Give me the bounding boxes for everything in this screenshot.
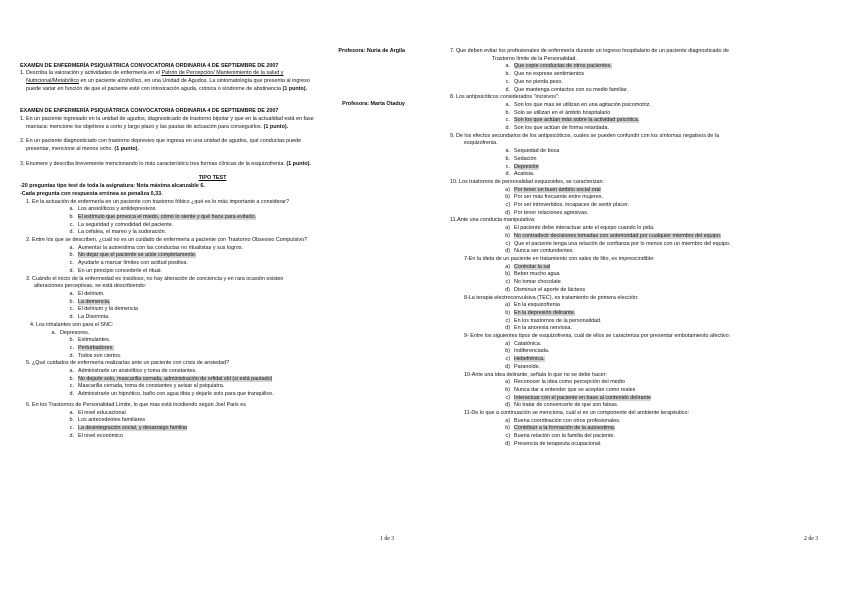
- option-11c: c) Que el paciente tenga una relación de confianza por lo menos con un miembro del equipo.: [505, 240, 731, 247]
- option-11b: b) No contradecir decisiones tomadas con anterioridad por cualquier miembro del equipo.: [505, 232, 722, 239]
- test-question-9b: 9- Entre los siguientes tipos de esquizofrenia, cuál de ellos se caracteriza por presentar embotamiento afectivo:: [464, 333, 731, 340]
- option-10bd: d) No tratar de convencerle de que son falsas.: [505, 402, 619, 409]
- professor-1: Profesora: Nuria de Argila: [338, 48, 405, 54]
- page-number: 1 de 3: [380, 536, 395, 542]
- option-6a: a. El nivel educacional: [69, 409, 126, 416]
- test-rule-1: -20 preguntas tipo test de toda la asignatura: Nota máxima alcanzable 6.: [20, 183, 205, 190]
- test-question-5: 5. ¿Qué cuidados de enfermería realizarías ante un paciente con crisis de ansiedad?: [26, 360, 230, 367]
- option-10bc: c) Interactuar con el paciente en base al contenido delirante: [505, 394, 651, 401]
- option-1c: c. La seguridad y comodidad del paciente.: [69, 221, 174, 228]
- essay-question-1-end: puede variar en función de que el paciente esté con intoxicación aguda, crónica o síndrome de abstinencia (1 punto).: [26, 85, 308, 92]
- option-10b: b) Por ser más frecuente entre mujeres.: [505, 194, 603, 201]
- option-8bd: d) En la anorexia nerviosa.: [505, 325, 572, 332]
- test-question-9: 9. De los efectos secundarios de los antipsicóticos, cuales se pueden confundir con los síntomas negativos de la: [450, 132, 720, 139]
- option-6c: c. La desintegración social, y desarraigo familiar: [69, 424, 188, 431]
- test-question-7-cont: Trastorno límite de la Personalidad.: [492, 55, 577, 62]
- option-8c: c. Son los que actúan más sobre la actividad psicótica.: [505, 117, 640, 124]
- option-9ba: a) Catatónica.: [505, 340, 542, 347]
- option-1d: d. La cefalea, el mareo y la sudoración.: [69, 229, 167, 236]
- option-9b: b. Sedación: [505, 155, 537, 162]
- option-11bd: d) Presencia de terapeuta ocupacional.: [505, 440, 602, 447]
- option-9bb: b) Indiferenciada.: [505, 348, 550, 355]
- option-2d: d. En un principio concederle el ritual.: [69, 267, 162, 274]
- option-6b: b. Los antecedentes familiares: [69, 417, 146, 424]
- test-question-10: 10. Los trastornos de personalidad esquizoides, se caracterizan:: [450, 178, 605, 185]
- option-7bb: b) Beber mucho agua: [505, 271, 560, 278]
- option-7c: c. Que no pierda peso.: [505, 78, 563, 85]
- option-11d: d) Nunca ser contundentes.: [505, 248, 574, 255]
- option-10bb: b) Nunca dar a entender que se aceptan como reales: [505, 386, 636, 393]
- option-3c: c. El delirium y la demencia: [69, 306, 138, 313]
- page-2: [424, 0, 848, 599]
- option-8d: d. Son los que actúan de forma retardada.: [505, 125, 609, 132]
- test-question-6: 6. En los Trastornos de Personalidad Límite, lo que mas está incidiendo según Joel Paris es: [26, 401, 246, 408]
- test-question-10b: 10-Ante una idea delirante, señala lo que no se debe hacer:: [464, 371, 607, 378]
- option-5a: a. Administrarle un ansiolítico y toma de constantes.: [69, 368, 197, 375]
- test-question-1: 1. En la actuación de enfermería en un paciente con trastorno fóbico ¿qué es lo más importante a considerar?: [26, 198, 290, 205]
- option-2a: a. Aumentar la autoestima con las conductas no ritualistas y sus logros.: [69, 244, 244, 251]
- option-5d: d. Administrarle un hipnótico, baño con agua tibia y dejarle solo para que tranquilice.: [69, 391, 274, 398]
- option-1b: b. El estímulo que provoca el miedo, cómo lo siente y qué hace para evitarlo.: [69, 213, 256, 220]
- option-11a: a) El paciente debe interactuar ante el equipo cuando lo pida.: [505, 225, 655, 232]
- option-11bc: c) Buena relación con la familia del paciente.: [505, 433, 615, 440]
- test-question-3: 3. Cuándo el inicio de la enfermedad es insidioso, no hay alteración de conciencia y en rara ocasión existen: [26, 275, 284, 282]
- option-1a: a. Los ansiolíticos y antidepresivos.: [69, 206, 157, 213]
- test-question-11b: 11-De lo que a continuación se menciona, cuál si es un componente del ambiente terapéutico:: [464, 410, 689, 417]
- test-question-9-cont: esquizofrenia.: [464, 140, 498, 147]
- option-8b: b. Solo se utilizan en el ámbito hospitalario: [505, 109, 611, 116]
- option-10c: c) Por ser introvertidos, incapaces de sentir placer.: [505, 202, 630, 209]
- option-7bc: c) No tomar chocolate: [505, 279, 561, 286]
- option-9bd: d) Paranoide.: [505, 363, 541, 370]
- option-8a: a. Son los que mas se utilizan en una agitación psicomotriz.: [505, 101, 651, 108]
- option-8bc: c) En los trastornos de la personalidad.: [505, 317, 602, 324]
- essay-p3: 3. Enumere y describa brevemente mencionando lo más característico tres formas clínicas de la esquizofrenia. (1 punto).: [20, 160, 311, 167]
- option-11ba: a) Buena coordinación con otros profesionales.: [505, 417, 621, 424]
- option-2c: c. Ayudarle a marcar límites con actitud positiva.: [69, 260, 188, 267]
- option-5b: b. No dejarle solo, mascarilla cerrada, administración de orfidal sbl (si está pautado): [69, 375, 273, 382]
- page-1-content: [20, 48, 405, 440]
- option-3a: a. El delirium.: [69, 290, 105, 297]
- essay-p1: 1. En un paciente ingresado en la unidad de agudos, diagnosticado de trastorno bipolar y que en la actualidad está en fase: [20, 115, 314, 122]
- option-9a: a. Sequedad de boca: [505, 148, 560, 155]
- test-question-3-cont: alteraciones perceptivas, se está describiendo:: [34, 283, 147, 290]
- test-title: TIPO TEST: [198, 175, 227, 182]
- option-3d: d. La Disomnia.: [69, 314, 110, 321]
- test-question-11: 11.Ante una conducta manipulativa:: [450, 217, 536, 224]
- option-11bb: b) Contribuir a la formación de la autoestima.: [505, 425, 616, 432]
- essay-question-1-cont: Nutricional/Metabólico en un paciente alcohólico, en una Unidad de Agudos. La sintomatología que presenta al ingreso: [26, 78, 310, 85]
- option-4d: d. Todos son ciertos.: [69, 352, 122, 359]
- option-8bb: b) En la depresión delirante.: [505, 309, 576, 316]
- option-8ba: a) En la esquizofrenia: [505, 302, 560, 309]
- test-question-7: 7. Que deben evitar los profesionales de enfermería durante un ingreso hospitalario de un paciente diagnosticado de: [450, 48, 730, 54]
- exam-title-2: EXAMEN DE ENFERMERÍA PSIQUIÁTRICA CONVOCATORIA ORDINARIA 4 DE SEPTIEMBRE DE 2007: [20, 108, 279, 115]
- test-question-8b: 8-La terapia electroconvulsiva (TEC), es tratamiento de primera elección:: [464, 294, 639, 301]
- essay-p2: 2. En un paciente diagnosticado con trastorno depresivo que ingresa en una unidad de agudos, qué conductas puede: [20, 138, 302, 145]
- option-10a: a) Por tener un buen ámbito social oral: [505, 186, 601, 193]
- test-question-2: 2. Entre los que se describen, ¿cuál no es un cuidado de enfermería a paciente con Trastorno Obsesivo Compulsivo?: [26, 237, 308, 244]
- option-10d: d) Por tener relaciones agresivas.: [505, 209, 589, 216]
- page-number: 2 de 3: [804, 536, 819, 542]
- option-9d: d. Acatisia.: [505, 171, 535, 178]
- option-7d: d. Que mantenga contactos con su medio familiar.: [505, 86, 628, 93]
- professor-2: Profesora: Marta Otaduy: [342, 100, 405, 107]
- option-6d: d. El nivel económico: [69, 432, 123, 439]
- option-4c: c. Perturbadores.: [69, 344, 114, 351]
- option-10ba: a) Reconocer la idea como percepción del medio: [505, 379, 625, 386]
- page-2-content: [450, 48, 835, 449]
- option-2b: b. No dejar que el paciente se aísle completamente.: [69, 252, 197, 259]
- test-question-7b: 7-En la dieta de un paciente en tratamiento con sales de litio, es imprescindible:: [464, 255, 655, 262]
- test-rule-2: -Cada pregunta con respuesta errónea se penaliza 0,33.: [20, 190, 163, 197]
- option-9c: c. Depresión: [505, 163, 539, 170]
- option-4a: a. Depresores.: [51, 329, 90, 336]
- option-4b: b. Estimulantes.: [69, 337, 111, 344]
- essay-question-1: 1. Describa la valoración y actividades de enfermería en el Patrón de Percepción/ Mantenimiento de la salud y: [20, 70, 284, 77]
- test-question-4: 4. Los inhalantes son para el SNC:: [30, 321, 114, 328]
- option-7b: b. Que no exprese sentimientos: [505, 71, 585, 78]
- exam-title-1: EXAMEN DE ENFERMERÍA PSIQUIÁTRICA CONVOCATORIA ORDINARIA 4 DE SEPTIEMBRE DE 2007: [20, 62, 279, 69]
- test-question-8: 8. Los antipsicóticos considerados "incisivos":: [450, 94, 560, 101]
- option-3b: b. La demencia.: [69, 298, 111, 305]
- option-7bd: d) Disminuir el aporte de lácteos: [505, 286, 586, 293]
- essay-p1-cont: maníaca: mencione los objetivos a corto y largo plazo y las pautas de actuación para conseguirlos. (1 punto).: [26, 123, 289, 130]
- essay-p2-cont: presentar, mencione al menos ocho. (1 punto).: [26, 146, 139, 153]
- option-7a: a. Que copie conductas de otros pacientes.: [505, 63, 612, 70]
- option-5c: c. Mascarilla cerrada, toma de constantes y avisar al psiquiatra.: [69, 383, 225, 390]
- option-9bc: c) Hebefrénica.: [505, 356, 545, 363]
- option-7ba: a) Controlar la sal: [505, 263, 551, 270]
